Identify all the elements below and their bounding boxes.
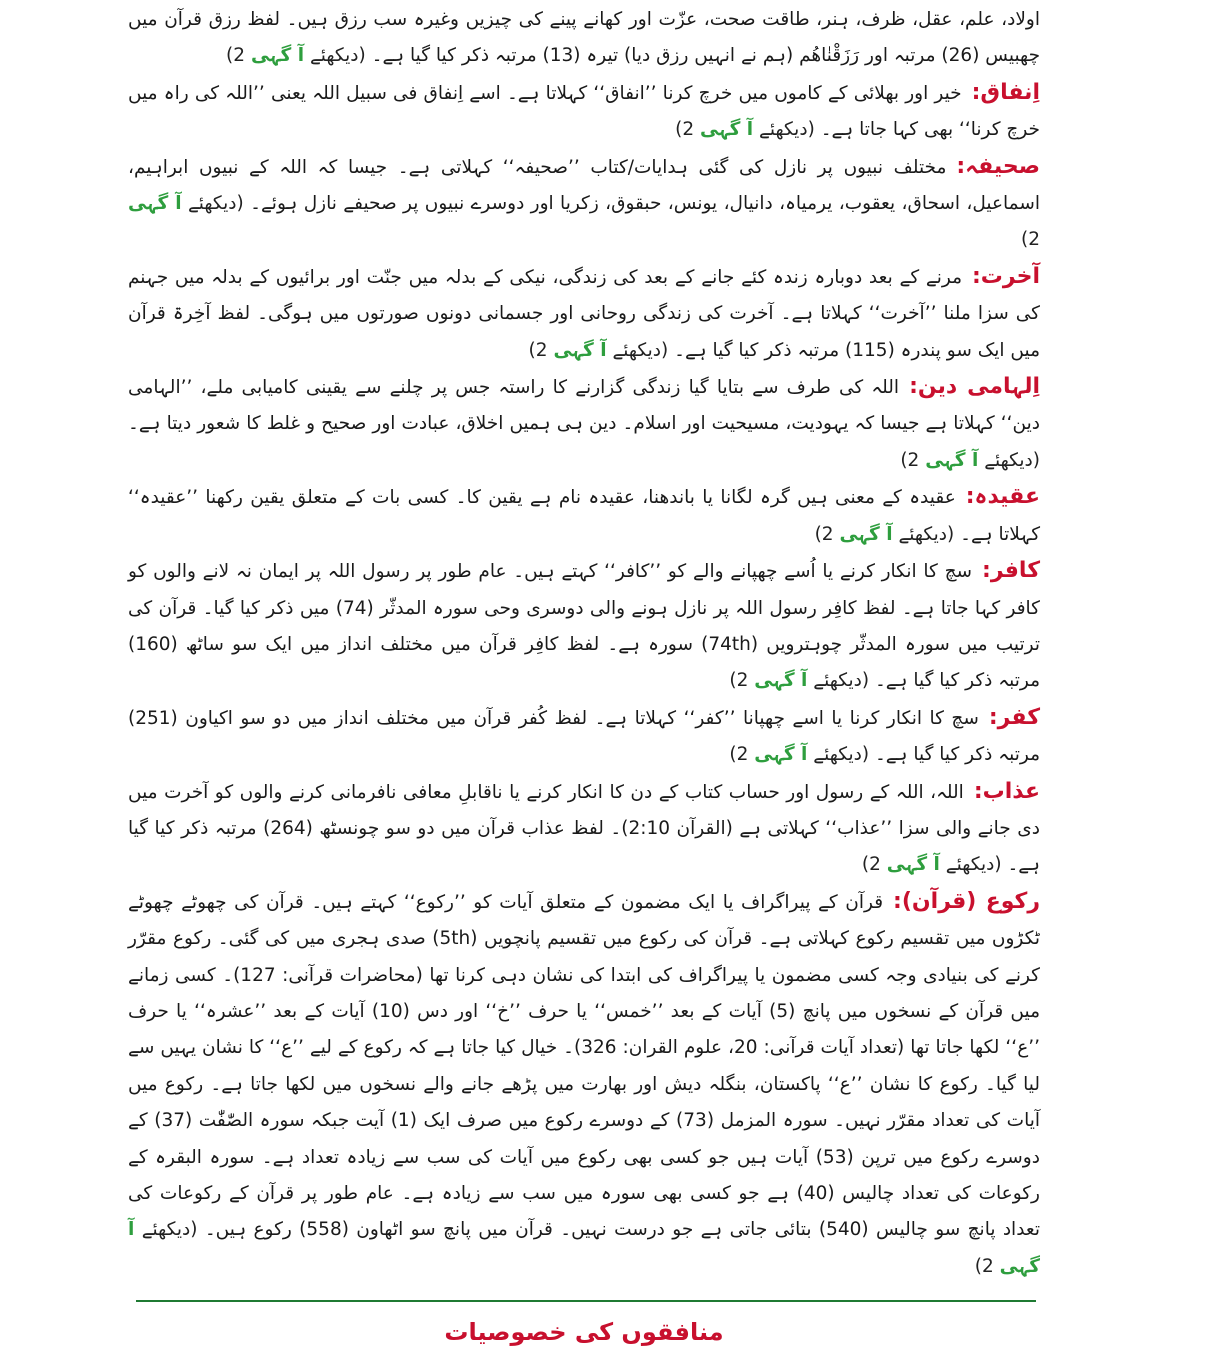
glossary-definition: سچ کا انکار کرنے یا اُسے چھپانے والے کو ’’کافر‘‘ کہتے ہیں۔ عام طور پر رسول اللہ پر ایمان نہ لانے والوں کو کافر کہا جاتا ہے۔ لفظ کافِر رسول اللہ پر نازل ہونے والی دوسری وحی سورہ المدثّر (74) میں ذکر کیا گیا۔ قرآن کی ترتیب میں سورہ المدثّر چوہترویں (74th) سورہ ہے۔ لفظ کافِر قرآن میں مختلف انداز میں ایک سو ساٹھ (160) مرتبہ ذکر کیا گیا ہے۔	[128, 561, 1040, 692]
glossary-definition: مرنے کے بعد دوبارہ زندہ کئے جانے کے بعد کی زندگی، نیکی کے بدلہ میں جنّت اور برائیوں کے بدلہ میں جہنم کی سزا ملنا ’’آخرت‘‘ کہلاتا ہے۔ آخرت کی زندگی روحانی اور جسمانی دونوں صورتوں میں ہوگی۔ لفظ آخِرۃ قرآن میں ایک سو پندرہ (115) مرتبہ ذکر کیا گیا ہے۔	[128, 266, 1040, 361]
see-reference: (دیکھئے	[945, 854, 1002, 876]
glossary-entry	[128, 884, 1040, 1285]
glossary-definition: عقیدہ کے معنی ہیں گرہ لگانا یا باندھنا، عقیدہ نام ہے یقین کا۔ کسی بات کے متعلق یقین رکھنا ’’عقیدہ‘‘ کہلاتا ہے۔	[128, 487, 1040, 545]
glossary-content	[128, 0, 1040, 1285]
glossary-term: صحیفہ:	[956, 153, 1040, 179]
glossary-entry	[128, 2, 1040, 75]
glossary-term: عقیدہ:	[965, 484, 1040, 510]
agahi-reference: آ گہی	[925, 449, 979, 471]
reference-number: 2)	[900, 449, 920, 471]
reference-number: 2)	[528, 339, 548, 361]
document-page	[128, 0, 1040, 1368]
glossary-term: کافر:	[982, 558, 1040, 584]
glossary-term: اِلہامی دین:	[909, 374, 1041, 400]
see-reference: (دیکھئے	[984, 449, 1040, 471]
see-reference: (دیکھئے	[309, 45, 366, 67]
glossary-term: آخرت:	[972, 263, 1040, 289]
glossary-entry	[128, 774, 1040, 884]
glossary-entry	[128, 553, 1040, 700]
glossary-entry	[128, 259, 1040, 369]
glossary-entry	[128, 149, 1040, 259]
reference-number: 2)	[861, 854, 881, 876]
agahi-reference: آ گہی	[128, 1219, 1040, 1277]
section-divider	[136, 1300, 1036, 1302]
reference-number: 2)	[974, 1255, 994, 1277]
reference-number: 2)	[814, 523, 834, 545]
agahi-reference: آ گہی	[128, 193, 182, 215]
agahi-reference: آ گہی	[250, 45, 305, 67]
agahi-reference: آ گہی	[886, 854, 940, 876]
see-reference: (دیکھئے	[898, 523, 955, 545]
glossary-entry	[128, 700, 1040, 774]
see-reference: (دیکھئے	[759, 119, 815, 141]
next-section-title: منافقوں کی خصوصیات	[444, 1318, 724, 1346]
glossary-definition: قرآن کے پیراگراف یا ایک مضمون کے متعلق آیات کو ’’رکوع‘‘ کہتے ہیں۔ قرآن کی چھوٹے چھوٹے ٹکڑوں میں تقسیم رکوع کہلاتی ہے۔ قرآن کی رکوع میں تقسیم پانچویں (5th) صدی ہجری میں کی گئی۔ رکوع مقرّر کرنے کی بنیادی وجہ کسی مضمون یا پیراگراف کی ابتدا کی نشان دہی کرنا تھا (محاضرات قرآنی: 127)۔ کسی زمانے میں قرآن کے نسخوں میں پانچ (5) آیات کے بعد ’’خمس‘‘ یا حرف ’’خ‘‘ اور دس (10) آیات کے بعد ’’عشرہ‘‘ یا حرف ’’ع‘‘ لکھا جاتا تھا (تعداد آیات قرآنی: 20، علوم القران: 326)۔ خیال کیا جاتا ہے کہ رکوع کے لیے ’’ع‘‘ کا نشان یہیں سے لیا گیا۔ رکوع کا نشان ’’ع‘‘ پاکستان، بنگلہ دیش اور بھارت میں پڑھے جانے والے نسخوں میں لکھا جاتا ہے۔ رکوع میں آیات کی تعداد مقرّر نہیں۔ سورہ المزمل (73) کے دوسرے رکوع میں صرف ایک (1) آیت جبکہ سورہ الصّٰفّٰت (37) کے دوسرے رکوع میں ترپن (53) آیات ہیں جو کسی بھی رکوع میں آیات کی سب سے زیادہ تعداد ہے۔ سورہ البقرہ کے رکوعات کی تعداد چالیس (40) ہے جو کسی بھی سورہ میں سب سے زیادہ ہے۔ عام طور پر قرآن کے رکوعات کی تعداد پانچ سو چالیس (540) بتائی جاتی ہے جو درست نہیں۔ قرآن میں پانچ سو اٹھاون (558) رکوع ہیں۔	[128, 891, 1041, 1241]
reference-number: 2)	[675, 119, 695, 141]
see-reference: (دیکھئے	[813, 670, 870, 692]
glossary-entry	[128, 479, 1040, 553]
glossary-definition: مختلف نبیوں پر نازل کی گئی ہدایات/کتاب ’’صحیفہ‘‘ کہلاتی ہے۔ جیسا کہ اللہ کے نبیوں ابراہیم، اسماعیل، اسحاق، یعقوب، یرمیاہ، دانیال، یونس، حبقوق، زکریا اور دوسرے نبیوں پر صحیفے نازل ہوئے۔	[128, 156, 1040, 215]
glossary-definition: اولاد، علم، عقل، ظرف، ہنر، طاقت صحت، عزّت اور کھانے پینے کی چیزیں وغیرہ سب رزق ہیں۔ لفظ رزق قرآن میں چھبیس (26) مرتبہ اور رَزَقْنٰاھُم (ہم نے انہیں رزق دیا) تیرہ (13) مرتبہ ذکر کیا گیا ہے۔	[128, 9, 1040, 67]
glossary-entry	[128, 369, 1040, 479]
see-reference: (دیکھئے	[813, 744, 870, 766]
reference-number: 2)	[226, 45, 246, 67]
glossary-definition: اللہ کی طرف سے بتایا گیا زندگی گزارنے کا راستہ جس پر چلنے سے یقینی کامیابی ملے، ’’الہامی دین‘‘ کہلاتا ہے جیسا کہ یہودیت، مسیحیت اور اسلام۔ دین ہی ہمیں اخلاق، عبادت اور صحیح و غلط کا شعور دیتا ہے۔	[128, 377, 1040, 435]
agahi-reference: آ گہی	[754, 670, 808, 692]
agahi-reference: آ گہی	[553, 339, 607, 361]
agahi-reference: آ گہی	[839, 523, 893, 545]
reference-number: 2)	[729, 744, 749, 766]
reference-number: 2)	[729, 670, 749, 692]
glossary-term: رکوع (قرآن):	[893, 888, 1040, 914]
reference-number: 2)	[1021, 229, 1040, 251]
glossary-definition: اللہ، اللہ کے رسول اور حساب کتاب کے دن کا انکار کرنے یا ناقابلِ معافی نافرمانی کرنے والوں کو آخرت میں دی جانے والی سزا ’’عذاب‘‘ کہلاتی ہے (القرآن 2:10)۔ لفظ عذاب قرآن میں دو سو چونسٹھ (264) مرتبہ ذکر کیا گیا ہے۔	[128, 781, 1040, 876]
glossary-term: عذاب:	[973, 778, 1040, 804]
agahi-reference: آ گہی	[700, 119, 754, 141]
see-reference: (دیکھئے	[141, 1219, 198, 1241]
see-reference: (دیکھئے	[187, 193, 244, 215]
glossary-term: اِنفاق:	[971, 79, 1040, 105]
see-reference: (دیکھئے	[612, 339, 669, 361]
glossary-definition: خیر اور بھلائی کے کاموں میں خرچ کرنا ’’انفاق‘‘ کہلاتا ہے۔ اسے اِنفاق فی سبیل اللہ یعنی ’’اللہ کی راہ میں خرچ کرنا‘‘ بھی کہا جاتا ہے۔	[128, 82, 1040, 141]
agahi-reference: آ گہی	[754, 744, 808, 766]
glossary-entry	[128, 75, 1040, 149]
glossary-definition: سچ کا انکار کرنا یا اسے چھپانا ’’کفر‘‘ کہلاتا ہے۔ لفظ کُفر قرآن میں مختلف انداز میں دو سو اکیاون (251) مرتبہ ذکر کیا گیا ہے۔	[128, 707, 1040, 766]
glossary-term: کفر:	[988, 704, 1040, 730]
